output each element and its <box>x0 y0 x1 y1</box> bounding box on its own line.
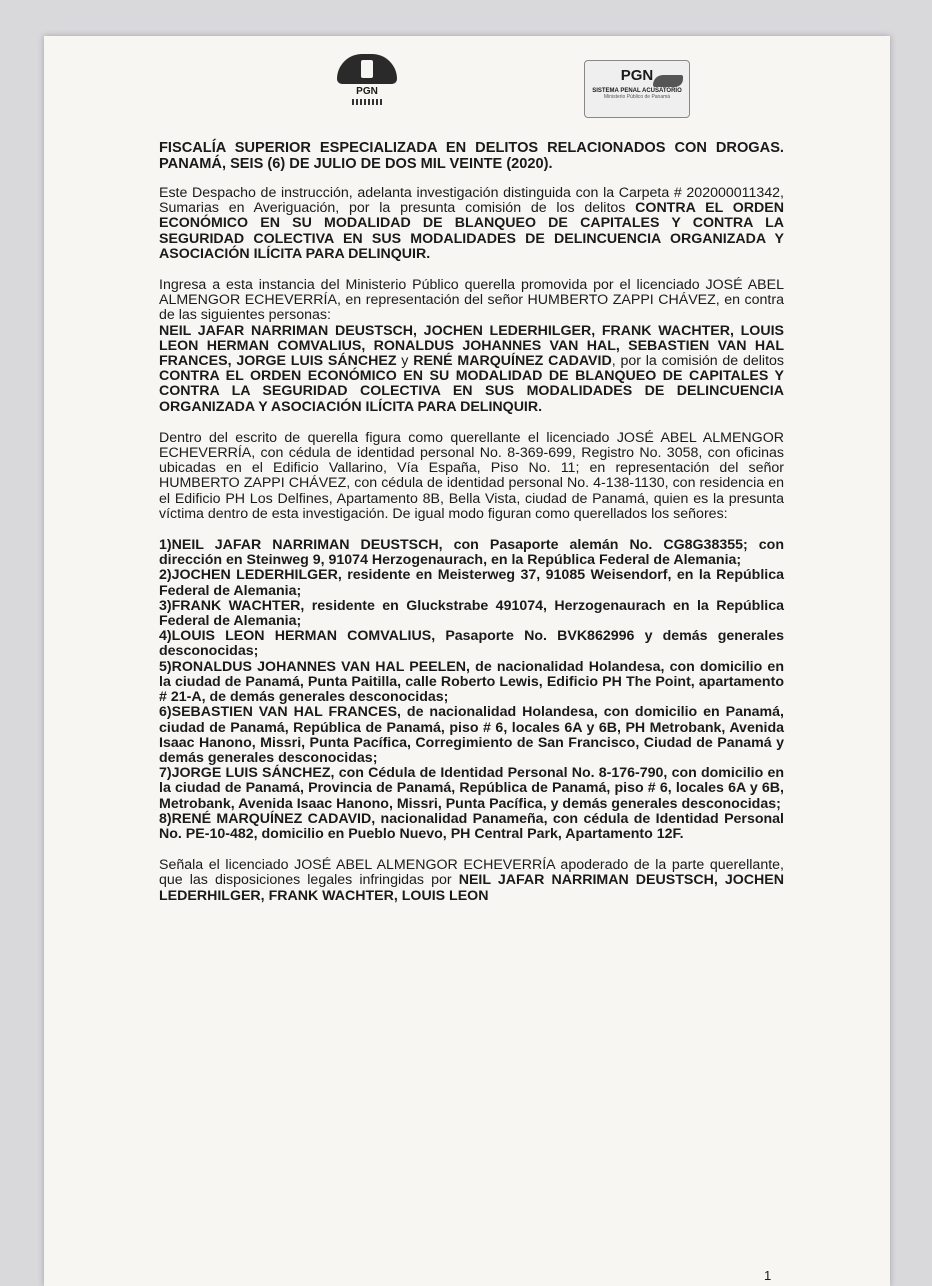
p4-bold: NEIL JAFAR NARRIMAN DEUSTSCH, JOCHEN LEDERHILGER, FRANK WACHTER, LOUIS LEON <box>159 872 785 904</box>
right-logo-acronym: PGN <box>620 67 654 84</box>
paragraph-4 <box>159 858 784 904</box>
defendants-list <box>159 538 784 842</box>
seal-stripe <box>352 99 382 105</box>
seal-icon <box>337 54 397 84</box>
document-page <box>44 36 890 1286</box>
left-logo-text: PGN <box>356 86 378 97</box>
p1-bold: CONTRA EL ORDEN ECONÓMICO EN SU MODALIDAD DE BLANQUEO DE CAPITALES Y CONTRA LA SEGURIDAD COLECTIVA EN SUS MODALIDADES DE DELINCUENCIA ORGANIZADA Y ASOCIACIÓN ILÍCITA PARA DELINQUIR. <box>159 200 784 262</box>
p2-text1: Ingresa a esta instancia del Ministerio Público querella promovida por el licenciado JOSÉ ABEL ALMENGOR ECHEVERRÍA, en representación del señor HUMBERTO ZAPPI CHÁVEZ, en contra de las siguientes personas: <box>159 277 784 324</box>
p2-bold1: NEIL JAFAR NARRIMAN DEUSTSCH, JOCHEN LEDERHILGER, FRANK WACHTER, LOUIS LEON HERMAN COMVALIUS, RONALDUS JOHANNES VAN HAL, SEBASTIEN VAN HAL FRANCES, JORGE LUIS SÁNCHEZ <box>159 322 784 370</box>
p1-text: Este Despacho de instrucción, adelanta investigación distinguida con la Carpeta # 202000011342, Sumarias en Averiguación, por la presunta comisión de los delitos <box>159 185 784 217</box>
list-item: 2)JOCHEN LEDERHILGER, residente en Meisterweg 37, 91085 Weisendorf, en la República Federal de Alemania; <box>159 567 784 599</box>
p2-text2: y <box>396 353 414 370</box>
p2-bold2: RENÉ MARQUÍNEZ CADAVID <box>413 353 612 370</box>
p2-bold3: CONTRA EL ORDEN ECONÓMICO EN SU MODALIDAD DE BLANQUEO DE CAPITALES Y CONTRA LA SEGURIDAD COLECTIVA EN SUS MODALIDADES DE DELINCUENCIA ORGANIZADA Y ASOCIACIÓN ILÍCITA PARA DELINQUIR. <box>159 368 784 415</box>
list-item: 7)JORGE LUIS SÁNCHEZ, con Cédula de Identidad Personal No. 8-176-790, con domicilio en la ciudad de Panamá, Provincia de Panamá, República de Panamá, piso # 6, locales 6A y 6B, Metrobank, Avenida Isaac Hanono, Missri, Punta Pacífica, y demás generales desconocidas; <box>159 765 784 812</box>
list-item: 6)SEBASTIEN VAN HAL FRANCES, de nacionalidad Holandesa, con domicilio en Panamá, ciudad de Panamá, República de Panamá, piso # 6, locales 6A y 6B, PH Metrobank, Avenida Isaac Hanono, Missri, Punta Pacífica, Corregimiento de San Francisco, Ciudad de Panamá y demás generales desconocidas; <box>159 704 784 766</box>
pgn-seal-logo <box>332 54 402 105</box>
p4-text: Señala el licenciado JOSÉ ABEL ALMENGOR ECHEVERRÍA apoderado de la parte querellante, que las disposiciones legales infringidas por <box>159 857 784 889</box>
list-item: 1)NEIL JAFAR NARRIMAN DEUSTSCH, con Pasaporte alemán No. CG8G38355; con dirección en Steinweg 9, 91074 Herzogenaurach, en la República Federal de Alemania; <box>159 537 784 569</box>
paragraph-1 <box>159 186 784 262</box>
paragraph-3: Dentro del escrito de querella figura como querellante el licenciado JOSÉ ABEL ALMENGOR ECHEVERRÍA, con cédula de identidad personal No. 8-369-699, Registro No. 3058, con oficinas ubicadas en el Edificio Vallarino, Vía España, Piso No. 11; en representación del señor HUMBERTO ZAPPI CHÁVEZ, con cédula de identidad personal No. 4-138-1130, con residencia en el Edificio PH Los Delfines, Apartamento 8B, Bella Vista, ciudad de Panamá, quien es la presunta víctima dentro de esta investigación. De igual modo figuran como querellados los señores: <box>159 429 784 522</box>
list-item: 3)FRANK WACHTER, residente en Gluckstrabe 491074, Herzogenaurach en la República Federal de Alemania; <box>159 597 784 630</box>
document-body <box>159 140 784 904</box>
list-item: 5)RONALDUS JOHANNES VAN HAL PEELEN, de nacionalidad Holandesa, con domicilio en la ciudad de Panamá, Punta Paitilla, calle Roberto Lewis, Edificio PH The Point, apartamento # 21-A, de demás generales desconocidas; <box>159 658 784 706</box>
p2-text3: , por la comisión de delitos <box>611 353 784 370</box>
paragraph-2 <box>159 278 784 415</box>
right-logo-subtitle: SISTEMA PENAL ACUSATORIO <box>592 88 682 94</box>
list-item: 4)LOUIS LEON HERMAN COMVALIUS, Pasaporte No. BVK862996 y demás generales desconocidas; <box>159 628 784 660</box>
document-heading: FISCALÍA SUPERIOR ESPECIALIZADA EN DELITOS RELACIONADOS CON DROGAS. PANAMÁ, SEIS (6) DE JULIO DE DOS MIL VEINTE (2020). <box>159 140 784 172</box>
page-number: 1 <box>764 1268 772 1283</box>
right-logo-caption: Ministerio Público de Panamá <box>603 94 671 100</box>
panama-map-icon <box>653 75 683 87</box>
spa-logo <box>584 60 690 118</box>
list-item: 8)RENÉ MARQUÍNEZ CADAVID, nacionalidad Panameña, con cédula de Identidad Personal No. PE-10-482, domicilio en Pueblo Nuevo, PH Central Park, Apartamento 12F. <box>159 810 784 842</box>
